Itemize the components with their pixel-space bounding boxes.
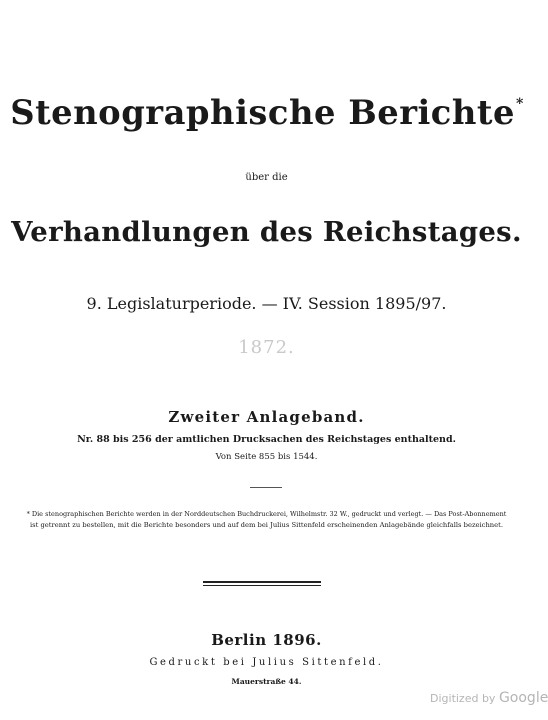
google-logo-text: Google — [498, 690, 548, 706]
google-watermark — [430, 690, 548, 706]
printer-address: Mauerstraße 44. — [231, 677, 302, 686]
page-range-line: Von Seite 855 bis 1544. — [215, 452, 318, 462]
footnote-line-2: ist getrennt zu bestellen, mit die Berichte besonders und auf dem bei Julius Sittenfeld erscheinenden Anlagebände gleichfalls bezeichnet. — [29, 521, 504, 529]
main-title-text: Stenographische Berichte — [10, 92, 515, 132]
watermark-prefix: Digitized by — [430, 692, 496, 705]
place-year: Berlin 1896. — [211, 631, 322, 649]
ueber-die: über die — [245, 172, 288, 183]
rule-thick — [203, 581, 321, 583]
volume-heading: Zweiter Anlageband. — [168, 408, 365, 426]
main-title — [0, 92, 533, 132]
footnote — [24, 509, 509, 531]
faded-stamp: 1872. — [238, 337, 295, 358]
short-divider — [250, 487, 282, 488]
contents-line: Nr. 88 bis 256 der amtlichen Drucksachen des Reichstages enthaltend. — [77, 434, 456, 445]
rule-thin — [203, 585, 321, 586]
footnote-line-1: * Die stenographischen Berichte werden in der Norddeutschen Buchdruckerei, Wilhelmstr. 32 W., gedruckt und verlegt. — Das Post-Abonnement — [26, 510, 507, 518]
title-asterisk: * — [515, 96, 524, 112]
verhandlungen-heading: Verhandlungen des Reichstages. — [11, 216, 522, 248]
legislature-line: 9. Legislaturperiode. — IV. Session 1895/97. — [86, 294, 447, 313]
printer-line: Gedruckt bei Julius Sittenfeld. — [149, 657, 384, 668]
